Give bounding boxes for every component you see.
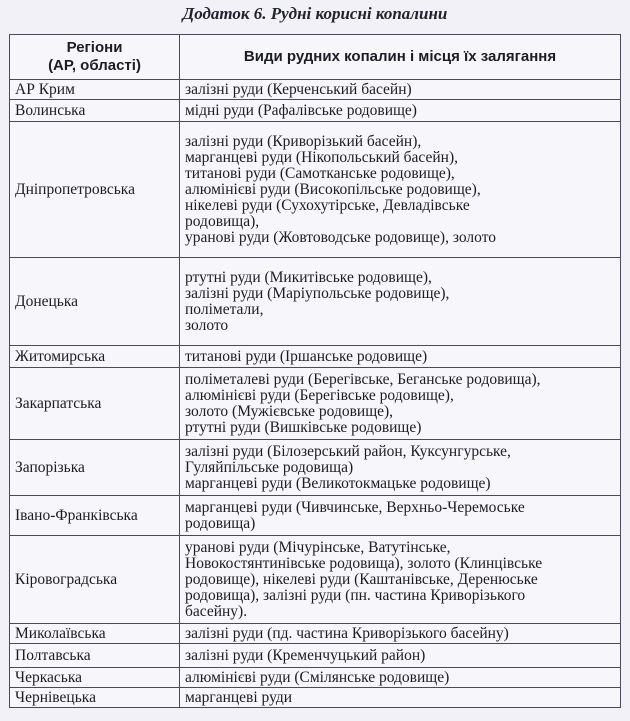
deposit-line: уранові руди (Мічурінське, Ватутінське, <box>185 538 451 556</box>
region-cell: Донецька <box>10 258 180 346</box>
deposits-cell <box>180 80 621 100</box>
deposits-cell <box>180 122 621 258</box>
table-row <box>10 80 621 100</box>
deposits-cell <box>180 688 621 708</box>
deposit-line: марганцеві руди (Нікопольський басейн), <box>185 148 458 166</box>
header-ore-types: Види рудних копалин і місця їх залягання <box>180 35 621 80</box>
deposit-line: нікелеві руди (Сухохутірське, Девладівське <box>185 196 470 214</box>
deposit-line: залізні руди (пд. частина Криворізького басейну) <box>185 624 509 642</box>
deposit-line: уранові руди (Жовтоводське родовище), золото <box>185 228 497 246</box>
deposit-line: родовища), <box>185 212 260 230</box>
region-cell: Дніпропетровська <box>10 122 180 258</box>
region-cell: Запорізька <box>10 440 180 496</box>
region-cell: Закарпатська <box>10 368 180 440</box>
deposit-line: алюмінієві руди (Смілянське родовище) <box>185 668 450 686</box>
region-cell: АР Крим <box>10 80 180 100</box>
deposit-line: алюмінієві руди (Високопільське родовище), <box>185 180 481 198</box>
deposit-line: залізні руди (Маріупольське родовище), <box>185 284 450 302</box>
deposits-cell <box>180 668 621 688</box>
deposits-cell <box>180 536 621 624</box>
deposit-line: марганцеві руди (Чивчинське, Верхньо-Черемоське <box>185 498 525 516</box>
table-row <box>10 122 621 258</box>
deposits-cell <box>180 100 621 122</box>
deposit-line: алюмінієві руди (Берегівське родовище), <box>185 386 454 404</box>
region-cell: Волинська <box>10 100 180 122</box>
deposit-line: титанові руди (Самотканське родовище), <box>185 164 455 182</box>
deposit-line: золото (Мужієвське родовище), <box>185 402 394 420</box>
deposit-line: басейну). <box>185 602 248 620</box>
table-row <box>10 258 621 346</box>
deposit-line: мідні руди (Рафалівське родовище) <box>185 101 417 119</box>
header-regions-line-2: (АР, області) <box>48 57 141 74</box>
deposit-line: залізні руди (Керченський басейн) <box>185 80 412 98</box>
deposit-line: марганцеві руди (Великотокмацьке родовище) <box>185 474 491 492</box>
deposits-cell <box>180 346 621 368</box>
region-cell: Полтавська <box>10 644 180 668</box>
table-row <box>10 624 621 644</box>
deposit-line: поліметалеві руди (Берегівське, Беганське родовища), <box>185 370 541 388</box>
table-row <box>10 668 621 688</box>
region-cell: Черкаська <box>10 668 180 688</box>
table-header-row <box>10 35 621 80</box>
table-row <box>10 346 621 368</box>
deposit-line: золото <box>185 316 229 334</box>
deposit-line: залізні руди (Криворізький басейн), <box>185 132 422 150</box>
deposit-line: Новокостянтинівське родовища), золото (Клинцівське <box>185 554 543 572</box>
page-title: Додаток 6. Рудні корисні копалини <box>182 4 448 23</box>
deposit-line: поліметали, <box>185 300 264 318</box>
ore-minerals-table <box>9 34 621 708</box>
deposits-cell <box>180 440 621 496</box>
table-row <box>10 368 621 440</box>
table-row <box>10 496 621 536</box>
deposits-cell <box>180 368 621 440</box>
deposit-line: залізні руди (Білозерський район, Куксунгурське, <box>185 442 511 460</box>
header-regions <box>10 35 180 80</box>
deposit-line: ртутні руди (Вишківське родовище) <box>185 418 422 436</box>
deposits-cell <box>180 644 621 668</box>
deposit-line: Гуляйпільське родовища) <box>185 458 354 476</box>
deposits-cell <box>180 496 621 536</box>
region-cell: Чернівецька <box>10 688 180 708</box>
table-row <box>10 644 621 668</box>
region-cell: Івано-Франківська <box>10 496 180 536</box>
deposit-line: родовища), залізні руди (пн. частина Криворізького <box>185 586 526 604</box>
deposits-cell <box>180 258 621 346</box>
table-row <box>10 536 621 624</box>
region-cell: Кіровоградська <box>10 536 180 624</box>
table-row <box>10 440 621 496</box>
header-regions-line-1: Регіони <box>66 39 123 56</box>
deposit-line: родовище), нікелеві руди (Каштанівське, Деренюське <box>185 570 538 588</box>
deposit-line: залізні руди (Кременчуцький район) <box>185 646 426 664</box>
deposit-line: ртутні руди (Микитівське родовище), <box>185 268 432 286</box>
deposit-line: марганцеві руди <box>185 688 293 706</box>
region-cell: Миколаївська <box>10 624 180 644</box>
table-row <box>10 100 621 122</box>
table-row <box>10 688 621 708</box>
deposit-line: родовища) <box>185 514 256 532</box>
region-cell: Житомирська <box>10 346 180 368</box>
deposits-cell <box>180 624 621 644</box>
deposit-line: титанові руди (Іршанське родовище) <box>185 347 428 365</box>
